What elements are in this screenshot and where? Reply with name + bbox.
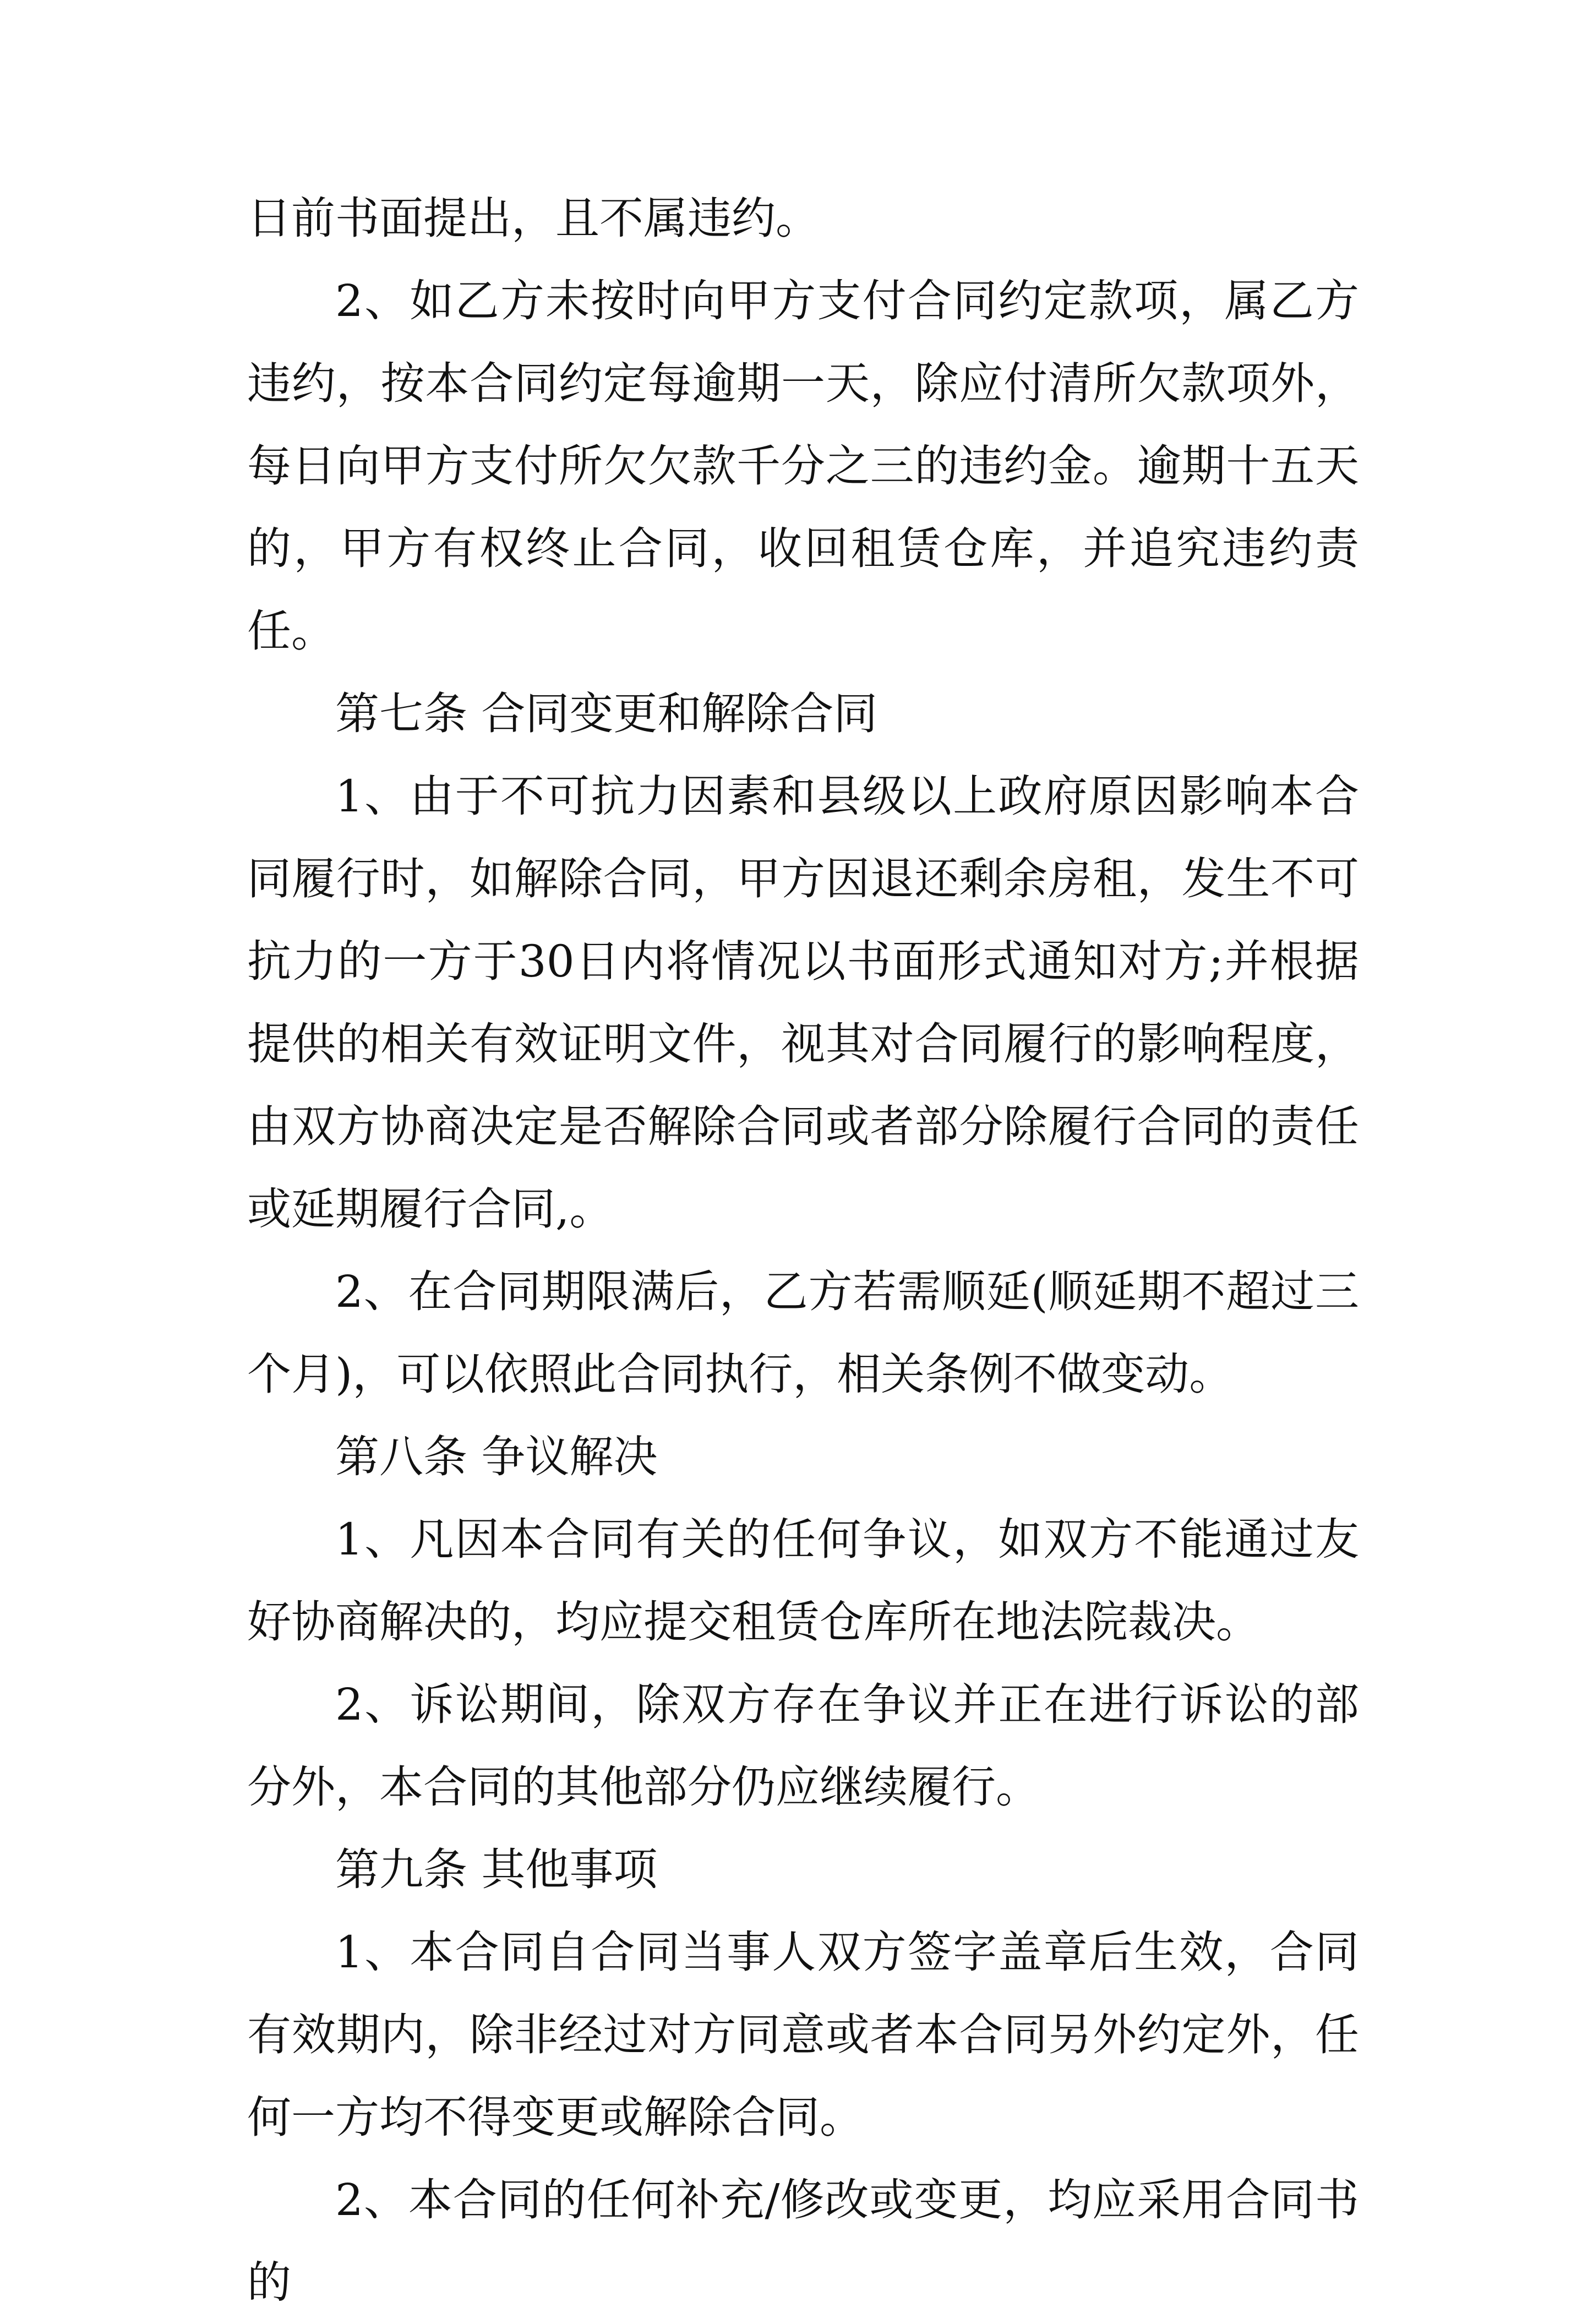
document-body <box>247 177 1359 2324</box>
paragraph-article-7-item-2: 2、在合同期限满后，乙方若需顺延(顺延期不超过三个月)，可以依照此合同执行，相关条例不做变动。 <box>247 1266 1359 1400</box>
paragraph-article-8-item-2: 2、诉讼期间，除双方存在争议并正在进行诉讼的部分外，本合同的其他部分仍应继续履行。 <box>247 1679 1359 1813</box>
heading-article-7: 第七条 合同变更和解除合同 <box>335 688 878 739</box>
heading-article-9: 第九条 其他事项 <box>335 1844 658 1895</box>
paragraph-continuation: 日前书面提出，且不属违约。 <box>247 193 820 244</box>
heading-article-8: 第八条 争议解决 <box>335 1431 658 1482</box>
paragraph-article-9-item-1: 1、本合同自合同当事人双方签字盖章后生效，合同有效期内，除非经过对方同意或者本合同另外约定外，任何一方均不得变更或解除合同。 <box>247 1927 1359 2143</box>
paragraph-article-8-item-1: 1、凡因本合同有关的任何争议，如双方不能通过友好协商解决的，均应提交租赁仓库所在地法院裁决。 <box>247 1514 1359 1647</box>
paragraph-article-9-item-2: 2、本合同的任何补充/修改或变更，均应采用合同书的 <box>247 2174 1359 2308</box>
paragraph-late-payment-clause: 2、如乙方未按时向甲方支付合同约定款项，属乙方违约，按本合同约定每逾期一天，除应付清所欠款项外，每日向甲方支付所欠欠款千分之三的违约金。逾期十五天的，甲方有权终止合同，收回租赁仓库，并追究违约责任。 <box>247 275 1359 657</box>
paragraph-article-7-item-1: 1、由于不可抗力因素和县级以上政府原因影响本合同履行时，如解除合同，甲方因退还剩余房租，发生不可抗力的一方于30日内将情况以书面形式通知对方;并根据提供的相关有效证明文件，视其对合同履行的影响程度，由双方协商决定是否解除合同或者部分除履行合同的责任或延期履行合同,。 <box>247 771 1359 1235</box>
